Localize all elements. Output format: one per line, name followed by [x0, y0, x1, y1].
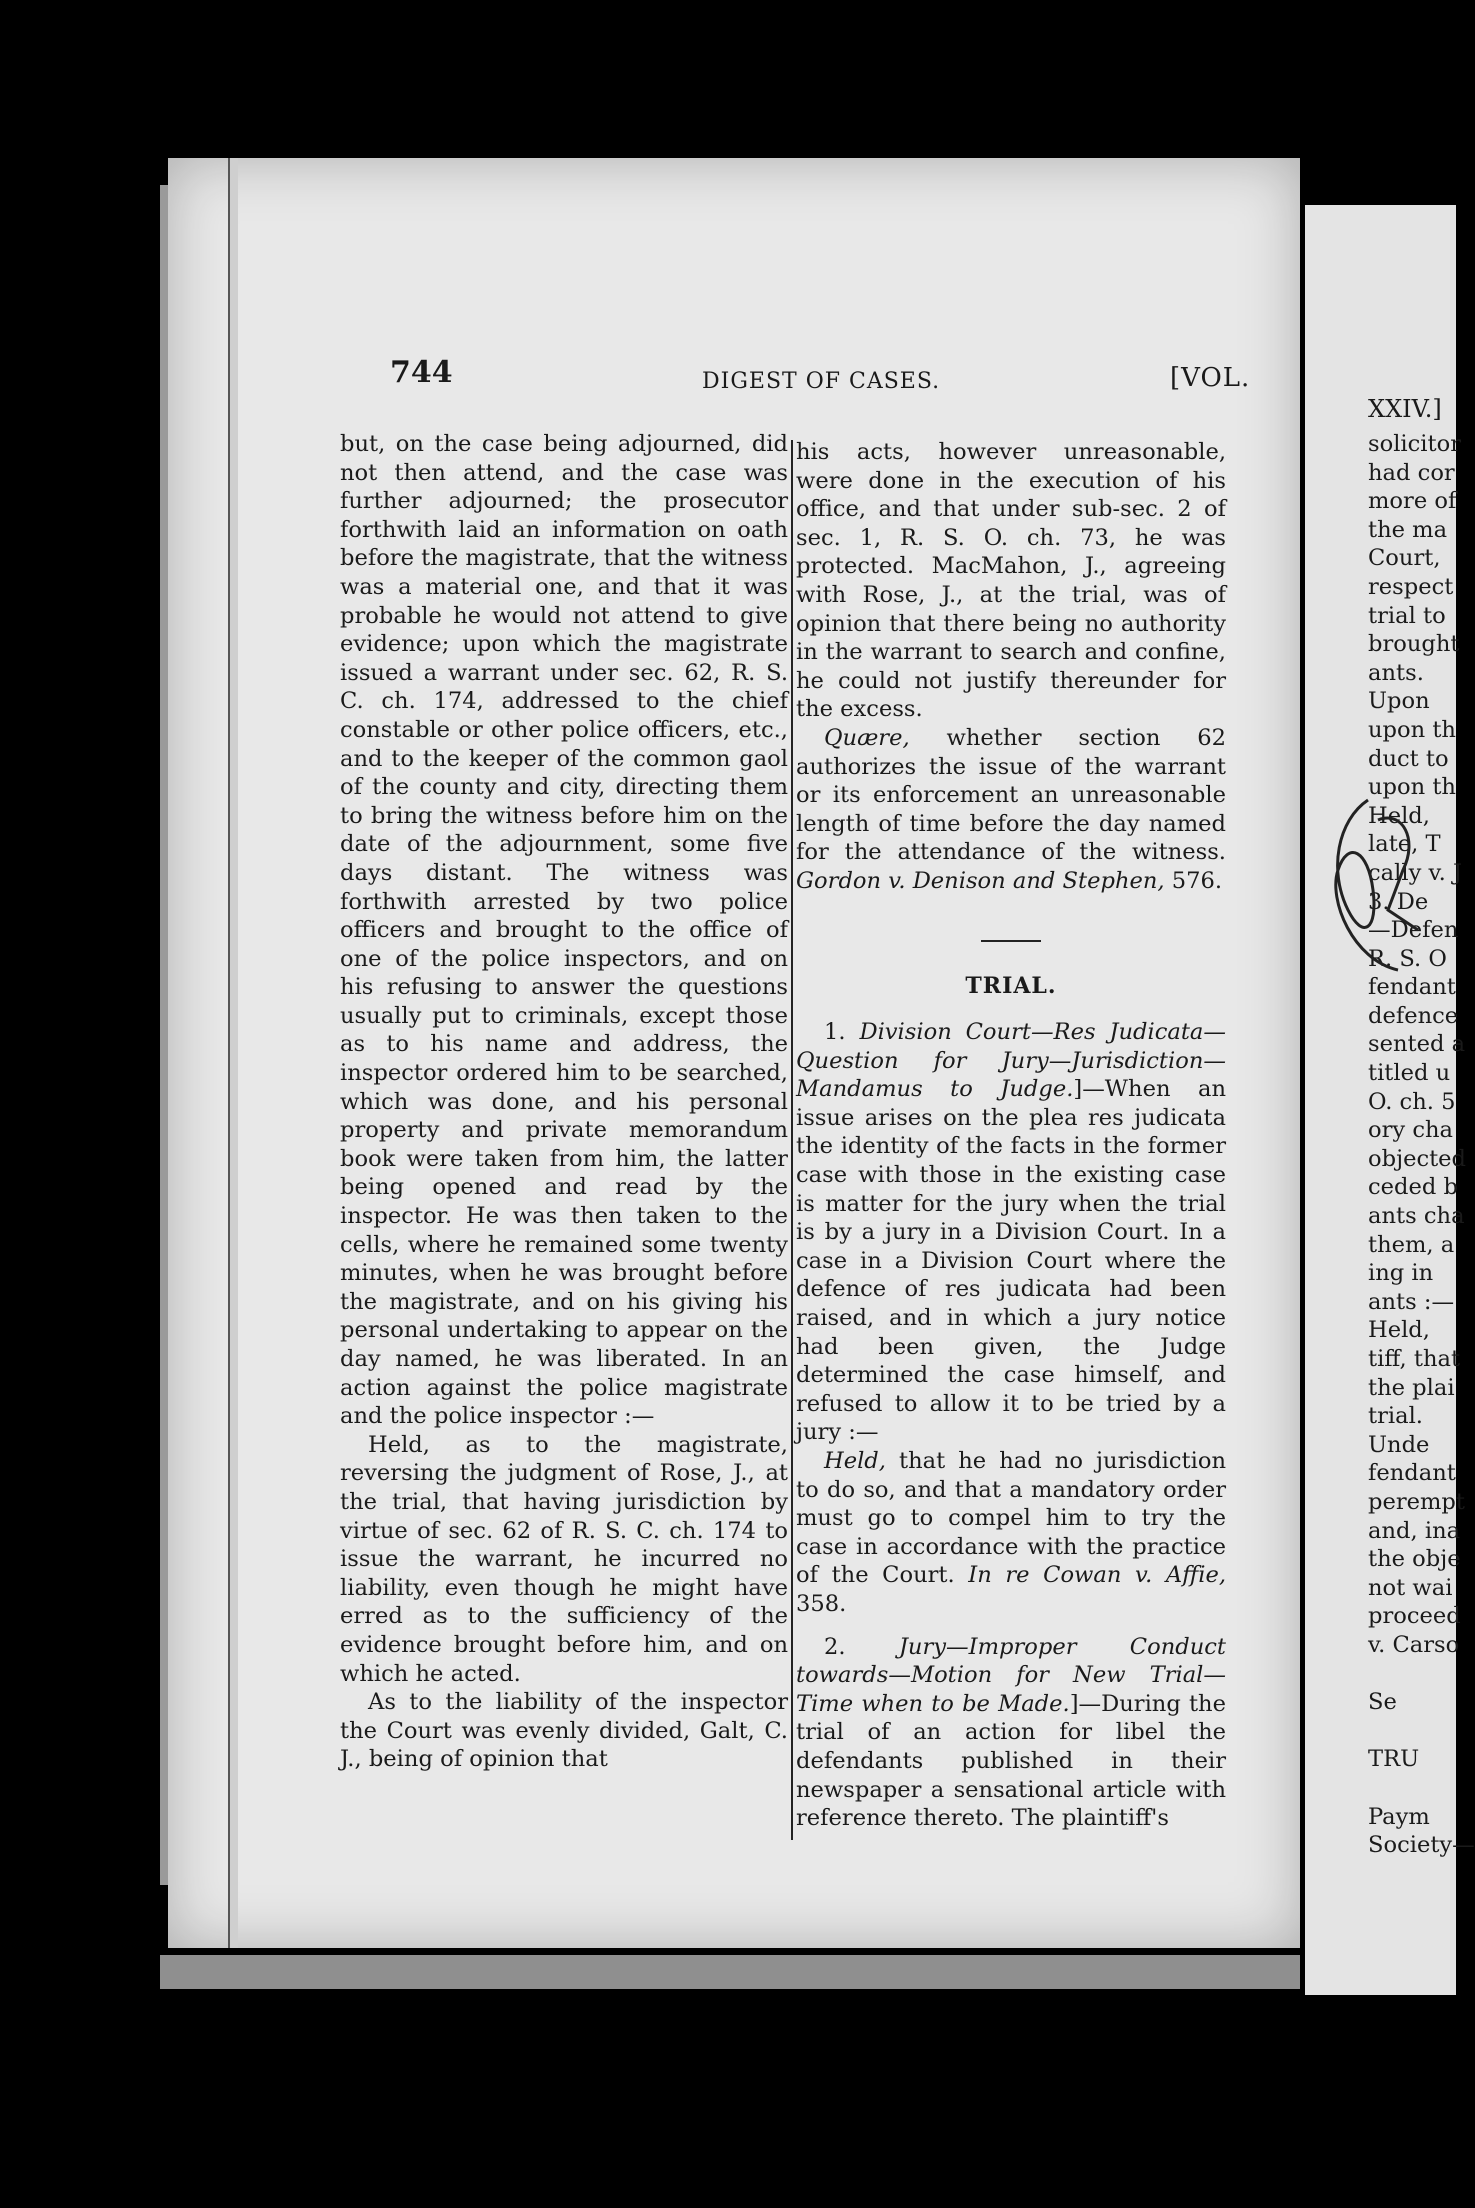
citation-page: 576.	[1164, 867, 1223, 894]
facing-page-line: not wai	[1368, 1574, 1453, 1601]
facing-page-line: the plai	[1368, 1374, 1455, 1401]
paragraph: Held, as to the magistrate, reversing the judgment of Rose, J., at the trial, that having jurisdiction by virtue of sec. 62 of R. S. C. ch. 174 to issue the warrant, he incurred no liability, even though he might have erred as to the sufficiency of the evidence brought before him, and on which he acted.	[340, 1431, 788, 1687]
left-column	[340, 430, 788, 1774]
facing-page-line: Held,	[1368, 802, 1430, 829]
facing-page-line: R. S. O	[1368, 945, 1447, 972]
facing-page-line: ants :—	[1368, 1288, 1455, 1315]
facing-page-line: ing in	[1368, 1260, 1434, 1287]
entry-number: 1.	[824, 1019, 860, 1046]
entry-heading: Division Court—Res Judicata—Question for Jury—Jurisdiction—Mandamus to Judge.	[796, 1019, 1226, 1103]
facing-page-column	[1368, 430, 1475, 1860]
facing-page-line: Upon	[1368, 688, 1430, 715]
paragraph: but, on the case being adjourned, did not then attend, and the case was further adjourned; the prosecutor forthwith laid an information on oath before the magistrate, that the witness was a material one, and that it was probable he would not attend to give evidence; upon which the magistrate issued a warrant under sec. 62, R. S. C. ch. 174, addressed to the chief constable or other police officers, etc., and to the keeper of the common gaol of the county and city, directing them to bring the witness before him on the date of the adjournment, some five days distant. The witness was forthwith arrested by two police officers and brought to the office of one of the police inspectors, and on his refusing to answer the questions usually put to criminals, except those as to his name and address, the inspector ordered him to be searched, which was done, and his personal property and private memorandum book were taken from him, the latter being opened and read by the inspector. He was then taken to the cells, where he remained some twenty minutes, when he was brought before the magistrate, and on his giving his personal undertaking to appear on the day named, he was liberated. In an action against the police magistrate and the police inspector :—	[340, 431, 788, 1430]
digest-entry	[796, 1018, 1226, 1447]
facing-page-line: late, T	[1368, 831, 1441, 858]
quaere-text: whether section 62 authorizes the issue of the warrant or its enforcement an unreasonable length of time before the day named for the attendance of the witness.	[796, 724, 1226, 866]
facing-page-line: —Defen	[1368, 917, 1459, 944]
section-heading: TRIAL.	[965, 972, 1057, 999]
running-title: DIGEST OF CASES.	[702, 369, 941, 394]
facing-page-line: respect	[1368, 573, 1454, 600]
facing-page-line: O. ch. 5	[1368, 1088, 1456, 1115]
facing-page-line: more of	[1368, 488, 1457, 515]
facing-page-line: v. Carso	[1368, 1631, 1460, 1658]
section-rule	[981, 940, 1041, 942]
entry-heading: Jury—Improper Conduct towards—Motion for New Trial—Time when to be Made.	[796, 1633, 1226, 1717]
facing-page-line	[1368, 1660, 1458, 1689]
facing-page-line: perempt	[1368, 1488, 1465, 1515]
facing-page-line: duct to	[1368, 745, 1449, 772]
facing-page-line: ants cha	[1368, 1203, 1465, 1230]
facing-page-line: proceed	[1368, 1603, 1461, 1630]
entry-number: 2.	[824, 1633, 899, 1660]
facing-page-line: Society—	[1368, 1832, 1475, 1859]
entry-text: ]—When an issue arises on the plea res judicata the identity of the facts in the former case with those in the existing case is matter for the jury when the trial is by a jury in a Division Court. In a case in a Division Court where the defence of res judicata had been raised, and in which a jury notice had been given, the Judge determined the case himself, and refused to allow it to be tried by a jury :—	[796, 1076, 1226, 1446]
facing-page-line: upon th	[1368, 774, 1456, 801]
held-paragraph	[796, 1447, 1226, 1619]
quaere-paragraph	[796, 724, 1226, 896]
citation-page: 358.	[796, 1590, 847, 1617]
facing-page-line: objected	[1368, 1145, 1467, 1172]
page-bottom-edge	[160, 1955, 1300, 1989]
facing-page-line: Court,	[1368, 545, 1441, 572]
paragraph: his acts, however unreasonable, were done in the execution of his office, and that under sub-sec. 2 of sec. 1, R. S. O. ch. 73, he was protected. MacMahon, J., agreeing with Rose, J., at the trial, was of opinion that there being no authority in the warrant to search and confine, he could not justify thereunder for the excess.	[796, 439, 1226, 723]
facing-page-line: Paym	[1368, 1803, 1430, 1830]
page-edge	[228, 158, 238, 1948]
facing-page-line	[1368, 1717, 1458, 1746]
page-number: 744	[390, 355, 453, 390]
facing-page-line: fendant	[1368, 974, 1456, 1001]
facing-page-line: fendant	[1368, 1460, 1456, 1487]
facing-volume-label: XXIV.]	[1368, 395, 1442, 423]
facing-page-line: ants.	[1368, 659, 1424, 686]
facing-page-line: trial.	[1368, 1403, 1423, 1430]
pen-annotation	[1308, 780, 1463, 980]
held-text: that he had no jurisdiction to do so, and that a mandatory order must go to compel him to try the case in accordance with the practice of the Court.	[796, 1448, 1226, 1589]
facing-page-line: had cor	[1368, 459, 1455, 486]
volume-label: [VOL.	[1170, 363, 1251, 393]
facing-page-line	[1368, 1774, 1458, 1803]
facing-page-line: ory cha	[1368, 1117, 1454, 1144]
digest-entry	[796, 1633, 1226, 1833]
held-label: Held,	[824, 1448, 886, 1474]
facing-page-line: them, a	[1368, 1231, 1455, 1258]
facing-page-line: trial to	[1368, 602, 1446, 629]
facing-page-line: solicitor	[1368, 431, 1462, 457]
middle-column	[796, 438, 1226, 1833]
paragraph: As to the liability of the inspector the Court was evenly divided, Galt, C. J., being of opinion that	[340, 1689, 788, 1773]
facing-page-line: titled u	[1368, 1060, 1451, 1087]
facing-page-line: upon th	[1368, 716, 1456, 743]
facing-page-line: ceded b	[1368, 1174, 1458, 1201]
facing-page-line: and, ina	[1368, 1517, 1461, 1544]
facing-page-line: cally v. J	[1368, 859, 1463, 886]
facing-page-line: the obje	[1368, 1546, 1461, 1573]
entry-text: ]—During the trial of an action for libel the defendants published in their newspaper a sensational article with reference thereto. The plaintiff's	[796, 1690, 1226, 1832]
facing-page-line: sented a	[1368, 1031, 1466, 1058]
case-citation: Gordon v. Denison and Stephen,	[796, 867, 1165, 894]
facing-page-line: Se	[1368, 1689, 1397, 1716]
facing-page-line: brought	[1368, 631, 1460, 658]
facing-page-line: defence	[1368, 1002, 1459, 1029]
facing-page-line: the ma	[1368, 516, 1448, 543]
facing-page-line: tiff, that	[1368, 1346, 1461, 1372]
facing-page-line: Held,	[1368, 1317, 1430, 1344]
case-citation: In re Cowan v. Affie,	[968, 1562, 1226, 1589]
column-divider	[791, 440, 793, 1840]
facing-page-line: TRU	[1368, 1746, 1420, 1773]
running-head	[390, 355, 1290, 405]
quaere-label: Quære,	[824, 724, 910, 751]
facing-page-line: 3. De	[1368, 888, 1429, 915]
facing-page-line: Unde	[1368, 1431, 1430, 1458]
